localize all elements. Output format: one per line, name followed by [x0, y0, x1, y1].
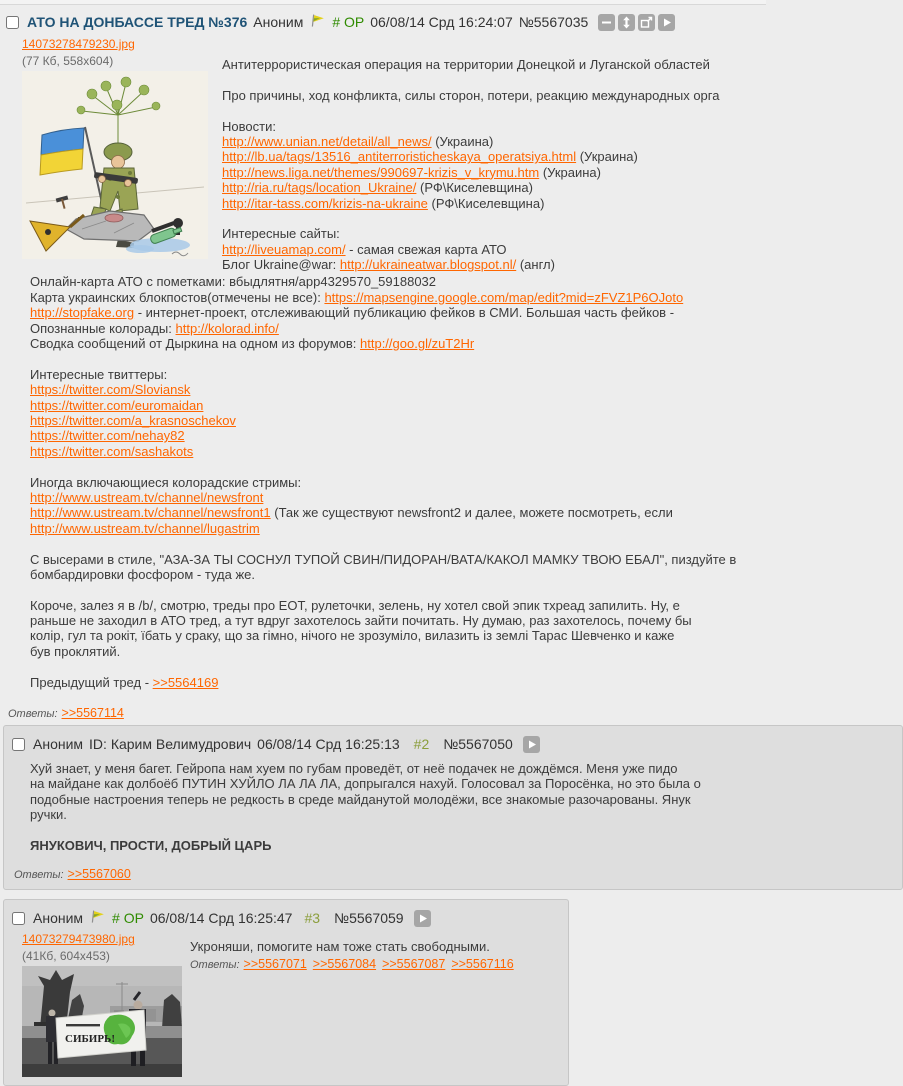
- url-link[interactable]: https://mapsengine.google.com/map/edit?mid=zFVZ1P6OJoto: [324, 289, 684, 305]
- text-segment: Онлайн-карта АТО с пометками: вбыдлятня/app4329570_59188032: [30, 274, 437, 290]
- text-line: [30, 475, 766, 490]
- reply-link[interactable]: >>5567060: [67, 867, 131, 882]
- expand-vertical-button[interactable]: [618, 14, 635, 31]
- text-line: [30, 644, 766, 659]
- text-segment: (Так же существуют newsfront2 и далее, можете посмотреть, если: [270, 505, 673, 521]
- op-body-below-image: [30, 274, 766, 690]
- text-line: [222, 165, 766, 180]
- poster-name: Аноним: [33, 736, 84, 753]
- url-link[interactable]: http://www.ustream.tv/channel/newsfront1: [30, 505, 271, 521]
- text-segment: бомбардировки фосфором - туда же.: [30, 566, 255, 582]
- text-segment: - самая свежая карта АТО: [345, 241, 507, 257]
- reply-link[interactable]: >>5567071: [243, 956, 307, 971]
- text-line: [30, 659, 766, 674]
- url-link[interactable]: http://liveuamap.com/: [222, 241, 346, 257]
- text-line: [30, 398, 766, 413]
- text-segment: Сводка сообщений от Дыркина на одном из форумов:: [30, 336, 361, 352]
- text-line: [30, 552, 766, 567]
- text-segment: Антитеррористическая операция на территории Донецкой и Луганской областей: [222, 57, 710, 72]
- url-link[interactable]: http://itar-tass.com/krizis-na-ukraine: [222, 195, 428, 211]
- text-line: [30, 776, 892, 791]
- url-link[interactable]: https://twitter.com/sashakots: [30, 443, 194, 459]
- poster-name: Аноним: [33, 910, 84, 927]
- text-line: [30, 675, 766, 690]
- post2-body: [30, 761, 892, 853]
- text-line: [30, 428, 766, 443]
- text-line: [30, 290, 766, 305]
- url-link[interactable]: https://twitter.com/euromaidan: [30, 397, 204, 413]
- op-body-beside-image: [222, 35, 766, 272]
- url-link[interactable]: http://ukraineatwar.blogspot.nl/: [339, 257, 517, 273]
- text-segment: (РФ\Киселевщина): [427, 195, 545, 211]
- post-reply-5567059: [3, 899, 569, 1086]
- text-line: [30, 582, 766, 597]
- text-line: [30, 274, 766, 289]
- poster-name: Аноним: [253, 14, 304, 30]
- text-segment: Предыдущий тред -: [30, 674, 153, 690]
- text-line: [222, 196, 766, 211]
- text-line: [222, 242, 766, 257]
- text-line: [222, 180, 766, 195]
- post-date: 06/08/14 Срд 16:25:13: [257, 736, 400, 753]
- op-thumbnail-soldier-cartoon[interactable]: [22, 71, 208, 259]
- text-segment: подобные настроения теперь не редкость в среде майданутой молодёжи, все знакомые разочарованы. Янук: [30, 791, 691, 807]
- file-size: (41Кб, 604x453): [22, 949, 110, 964]
- post-op: [0, 5, 766, 720]
- post-number[interactable]: №5567059: [334, 910, 404, 927]
- text-line: [30, 351, 766, 366]
- text-line: [222, 226, 766, 241]
- post3-body: [190, 939, 558, 954]
- replies-label: Ответы:: [190, 958, 240, 971]
- play-button[interactable]: [414, 910, 431, 927]
- url-link[interactable]: http://www.ustream.tv/channel/newsfront: [30, 489, 264, 505]
- text-line: [30, 567, 766, 582]
- reply-link[interactable]: >>5567114: [61, 706, 124, 721]
- text-line: [30, 444, 766, 459]
- text-line: [222, 149, 766, 164]
- op-mark: # OP: [332, 14, 365, 30]
- thread-title: АТО НА ДОНБАССЕ ТРЕД №376: [27, 14, 248, 30]
- text-segment: Опознанные колорады:: [30, 320, 176, 336]
- text-segment: Карта украинских блокпостов(отмечены не все):: [30, 289, 325, 305]
- op-file-block: [22, 35, 208, 272]
- minimize-button[interactable]: [598, 14, 615, 31]
- op-header-buttons: [598, 14, 675, 31]
- text-segment: був проклятий.: [30, 643, 121, 659]
- op-header: [6, 12, 766, 32]
- text-line: [222, 88, 766, 103]
- post3-file-block: [22, 930, 182, 1077]
- text-segment: Новости:: [222, 118, 276, 134]
- text-segment: Интересные сайты:: [222, 226, 340, 242]
- poster-id: ID: Карим Велимудрович: [89, 736, 252, 753]
- text-line: [222, 119, 766, 134]
- text-segment: ЯНУКОВИЧ, ПРОСТИ, ДОБРЫЙ ЦАРЬ: [30, 837, 272, 853]
- text-line: [190, 939, 558, 954]
- flag-icon: [89, 909, 106, 928]
- play-button[interactable]: [523, 736, 540, 753]
- text-line: [222, 72, 766, 87]
- file-name-link[interactable]: 14073278479230.jpg: [22, 37, 135, 51]
- url-link[interactable]: http://www.ustream.tv/channel/lugastrim: [30, 520, 260, 536]
- post-ordinal: #3: [304, 910, 321, 927]
- text-segment: (Украина): [539, 164, 601, 180]
- banner-text: СИБИРЬ!: [65, 1033, 115, 1046]
- play-button[interactable]: [658, 14, 675, 31]
- post3-thumbnail-siberia-banner-photo[interactable]: [22, 966, 182, 1077]
- text-line: [30, 598, 766, 613]
- text-segment: С высерами в стиле, "АЗА-ЗА ТЫ СОСНУЛ ТУПОЙ СВИН/ПИДОРАН/ВАТА/КАКОЛ МАМКУ ТВОЮ ЕБАЛ", пиздуйте в: [30, 551, 737, 567]
- url-link[interactable]: http://ria.ru/tags/location_Ukraine/: [222, 180, 417, 196]
- text-segment: (Украина): [576, 149, 638, 165]
- text-line: [30, 336, 766, 351]
- text-line: [222, 57, 766, 72]
- text-line: [30, 413, 766, 428]
- text-line: [30, 321, 766, 336]
- text-line: [30, 382, 766, 397]
- text-line: [30, 761, 892, 776]
- post-ordinal: #2: [413, 736, 430, 753]
- text-line: [222, 257, 766, 272]
- text-segment: ручки.: [30, 807, 67, 823]
- text-line: [30, 613, 766, 628]
- replies-row: [190, 957, 558, 971]
- url-link[interactable]: http://stopfake.org: [30, 305, 135, 321]
- url-link[interactable]: https://twitter.com/nehay82: [30, 428, 185, 444]
- post-date: 06/08/14 Срд 16:25:47: [149, 910, 293, 927]
- text-line: [30, 838, 892, 853]
- replies-row: [14, 867, 892, 881]
- text-segment: Укроняши, помогите нам тоже стать свободными.: [190, 939, 490, 955]
- replies-label: Ответы:: [14, 869, 64, 882]
- text-line: [30, 792, 892, 807]
- url-link[interactable]: http://goo.gl/zuT2Hr: [360, 336, 475, 352]
- post-reply-5567050: [3, 725, 903, 890]
- text-line: [30, 628, 766, 643]
- url-link[interactable]: http://lb.ua/tags/13516_antiterroristicheskaya_operatsiya.html: [222, 149, 577, 165]
- text-line: [30, 459, 766, 474]
- reply-link[interactable]: >>5567116: [451, 956, 514, 971]
- url-link[interactable]: https://twitter.com/a_krasnoschekov: [30, 412, 236, 428]
- post2-header: [12, 734, 892, 754]
- post-number[interactable]: №5567050: [443, 736, 513, 753]
- replies-row: [8, 706, 766, 720]
- text-segment: Короче, залез я в /b/, смотрю, треды про ЕОТ, рулеточки, зелень, ну хотел свой эпик тхреад запилить. Ну, е: [30, 597, 680, 613]
- post-quote-link[interactable]: >>5564169: [152, 674, 219, 690]
- flag-icon: [309, 13, 326, 32]
- text-segment: Про причины, ход конфликта, силы сторон, потери, реакцию международных орга: [222, 87, 720, 103]
- text-line: [222, 134, 766, 149]
- text-line: [30, 505, 766, 520]
- file-size: (77 Кб, 558x604): [22, 54, 114, 68]
- text-segment: (англ): [516, 257, 555, 273]
- text-segment: колір, гул та рокіт, їбать у сраку, що за гімно, нічого не зрозуміло, вилазить із землі Тарас Шевченко и каже: [30, 628, 675, 644]
- text-segment: Интересные твиттеры:: [30, 366, 168, 382]
- post-checkbox[interactable]: [12, 912, 25, 925]
- text-line: [30, 490, 766, 505]
- text-segment: раньше не заходил в АТО тред, а тут вдруг захотелось зайти почитать. Ну думаю, раз захотелось, почему бы: [30, 613, 692, 629]
- text-segment: Иногда включающиеся колорадские стримы:: [30, 474, 302, 490]
- text-line: [30, 521, 766, 536]
- text-line: [30, 807, 892, 822]
- url-link[interactable]: http://www.unian.net/detail/all_news/: [222, 133, 432, 149]
- text-segment: Блог Ukraine@war:: [222, 257, 340, 273]
- replies-label: Ответы:: [8, 708, 58, 721]
- text-segment: (РФ\Киселевщина): [416, 180, 533, 196]
- text-line: [30, 367, 766, 382]
- text-segment: - интернет-проект, отслеживающий публикацию фейков в СМИ. Большая часть фейков -: [134, 305, 675, 321]
- url-link[interactable]: http://kolorad.info/: [175, 320, 279, 336]
- post3-header: [12, 908, 558, 928]
- text-line: [30, 536, 766, 551]
- post-date: 06/08/14 Срд 16:24:07: [370, 14, 513, 30]
- text-line: [222, 211, 766, 226]
- url-link[interactable]: http://news.liga.net/themes/990697-krizis_v_krymu.htm: [222, 164, 540, 180]
- file-name-link[interactable]: 14073279473980.jpg: [22, 932, 135, 947]
- post-checkbox[interactable]: [12, 738, 25, 751]
- op-mark: # OP: [112, 910, 144, 927]
- reply-link[interactable]: >>5567084: [312, 956, 377, 971]
- post-checkbox[interactable]: [6, 16, 19, 29]
- text-segment: (Украина): [431, 133, 494, 149]
- text-line: [30, 305, 766, 320]
- reply-link[interactable]: >>5567087: [382, 956, 446, 971]
- text-line: [30, 823, 892, 838]
- text-segment: на майдане как долбоёб ПУТИН ХУЙЛО ЛА ЛА ЛА, допрыгался нахуй. Голосовал за Поросёнка, но это была о: [30, 776, 701, 792]
- url-link[interactable]: https://twitter.com/Sloviansk: [30, 382, 191, 398]
- text-line: [222, 103, 766, 118]
- text-segment: Хуй знает, у меня багет. Гейропа нам хуем по губам проведёт, от неё подачек не дождёмся. Меня уже пидо: [30, 761, 678, 777]
- open-in-window-button[interactable]: [638, 14, 655, 31]
- post-number[interactable]: №5567035: [518, 14, 589, 30]
